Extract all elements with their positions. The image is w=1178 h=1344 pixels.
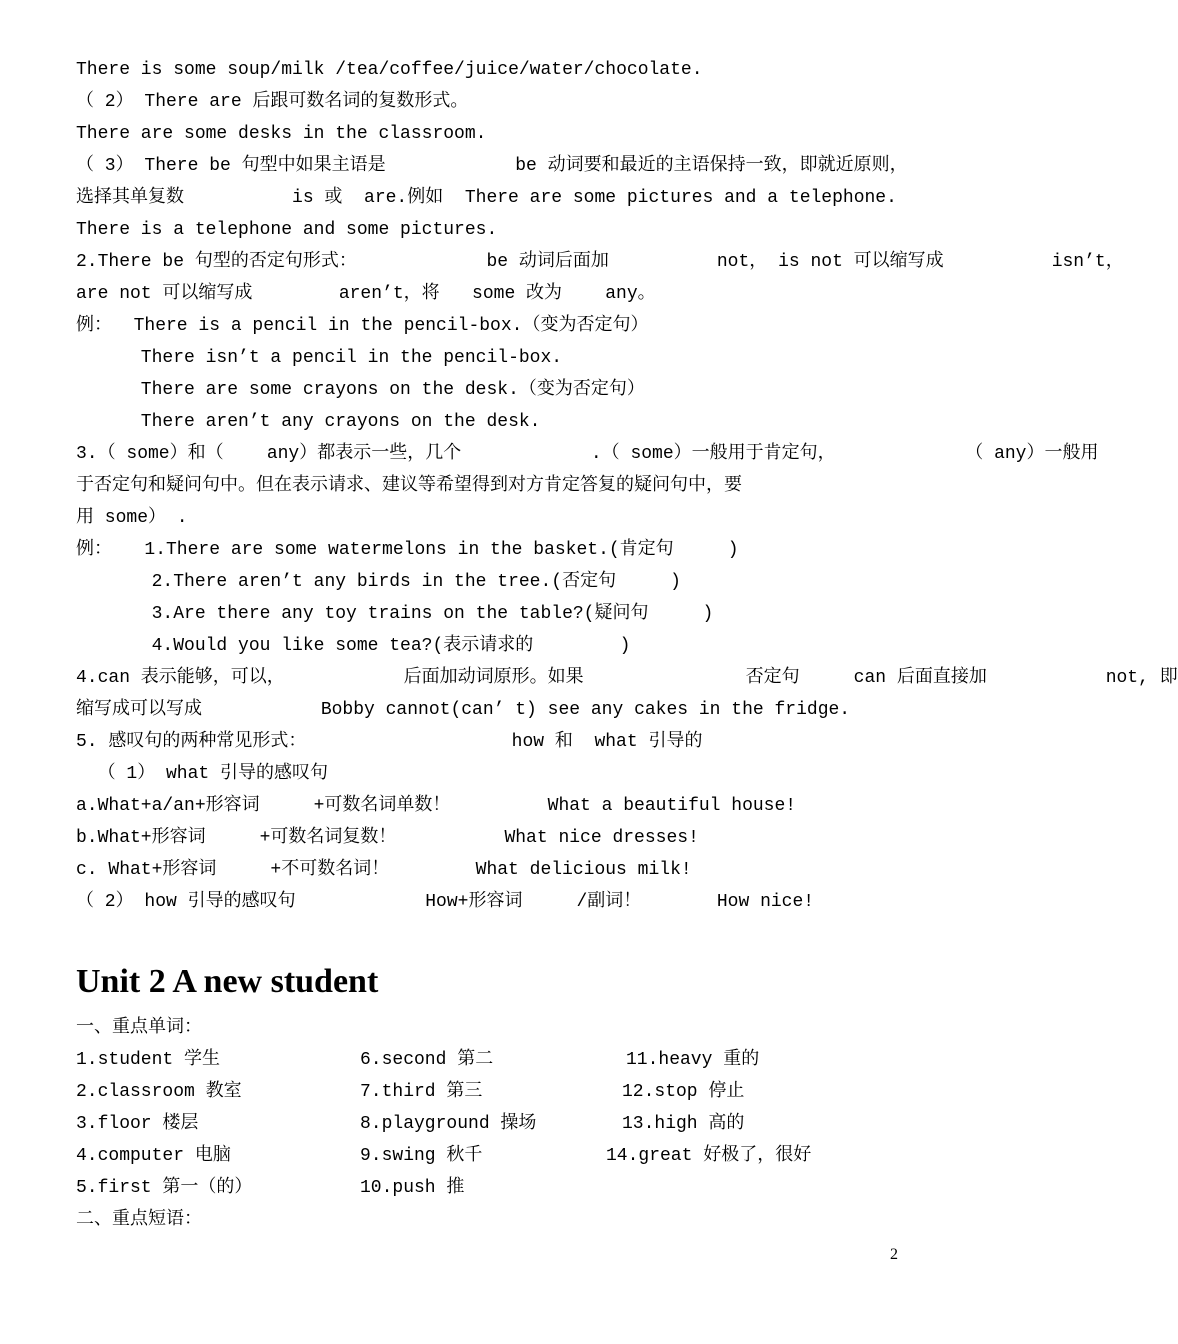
text-line: 3.（ some）和（ any）都表示一些，几个 .（ some）一般用于肯定句， （ any）一般用 — [76, 444, 1099, 464]
text-line: 选择其单复数 is 或 are.例如 There are some pictures and a telephone. — [76, 188, 897, 208]
text-line: （ 3） There be 句型中如果主语是 be 动词要和最近的主语保持一致，即就近原则， — [76, 156, 908, 176]
text-line: 例： There is a pencil in the pencil-box.（变为否定句） — [76, 316, 649, 336]
text-line: （ 1） what 引导的感叹句 — [76, 764, 329, 784]
text-line: a.What+a/an+形容词 +可数名词单数！ What a beautiful house! — [76, 796, 797, 816]
text-line: are not 可以缩写成 aren’t，将 some 改为 any。 — [76, 284, 656, 304]
text-line: 于否定句和疑问句中。但在表示请求、建议等希望得到对方肯定答复的疑问句中，要 — [76, 476, 742, 496]
vocab-item: 8.playground 操场 — [360, 1114, 537, 1134]
text-line: 用 some） . — [76, 508, 188, 528]
section-label-phrases: 二、重点短语： — [76, 1210, 202, 1230]
text-line: There is some soup/milk /tea/coffee/juice/water/chocolate. — [76, 60, 703, 80]
text-line: 2.There aren’t any birds in the tree.(否定句 ) — [76, 572, 681, 592]
text-line: There isn’t a pencil in the pencil-box. — [76, 348, 563, 368]
vocab-item: 10.push 推 — [360, 1178, 465, 1198]
vocab-item: 1.student 学生 — [76, 1050, 221, 1070]
text-line: 例： 1.There are some watermelons in the basket.(肯定句 ) — [76, 540, 739, 560]
text-line: （ 2） There are 后跟可数名词的复数形式。 — [76, 92, 469, 112]
text-line: 5. 感叹句的两种常见形式： how 和 what 引导的 — [76, 732, 703, 752]
text-line: There aren’t any crayons on the desk. — [76, 412, 541, 432]
vocab-item: 3.floor 楼层 — [76, 1114, 199, 1134]
text-line: There are some crayons on the desk.（变为否定句） — [76, 380, 645, 400]
text-line: 4.can 表示能够，可以， 后面加动词原形。如果 否定句 can 后面直接加 not, 即 — [76, 668, 1178, 688]
text-line: 缩写成可以写成 Bobby cannot(can’ t) see any cakes in the fridge. — [76, 700, 851, 720]
text-line: c. What+形容词 +不可数名词！ What delicious milk! — [76, 860, 692, 880]
vocab-item: 7.third 第三 — [360, 1082, 483, 1102]
text-line: There is a telephone and some pictures. — [76, 220, 498, 240]
text-line: 2.There be 句型的否定句形式： be 动词后面加 not， is not 可以缩写成 isn’t， — [76, 252, 1124, 272]
unit-heading: Unit 2 A new student — [76, 963, 379, 1000]
vocab-item: 4.computer 电脑 — [76, 1146, 231, 1166]
vocab-item: 6.second 第二 — [360, 1050, 494, 1070]
page-number: 2 — [890, 1246, 898, 1263]
vocab-item: 13.high 高的 — [622, 1114, 745, 1134]
text-line: There are some desks in the classroom. — [76, 124, 487, 144]
vocab-item: 2.classroom 教室 — [76, 1082, 242, 1102]
vocab-item: 5.first 第一（的） — [76, 1178, 253, 1198]
vocab-item: 12.stop 停止 — [622, 1082, 745, 1102]
vocab-item: 9.swing 秋千 — [360, 1146, 483, 1166]
text-line: 4.Would you like some tea?(表示请求的 ) — [76, 636, 631, 656]
text-line: （ 2） how 引导的感叹句 How+形容词 /副词！ How nice! — [76, 892, 815, 912]
text-line: 3.Are there any toy trains on the table?(疑问句 ) — [76, 604, 714, 624]
text-line: b.What+形容词 +可数名词复数！ What nice dresses! — [76, 828, 699, 848]
section-label-words: 一、重点单词： — [76, 1018, 202, 1038]
vocab-item: 11.heavy 重的 — [626, 1050, 760, 1070]
vocab-item: 14.great 好极了，很好 — [606, 1146, 812, 1166]
